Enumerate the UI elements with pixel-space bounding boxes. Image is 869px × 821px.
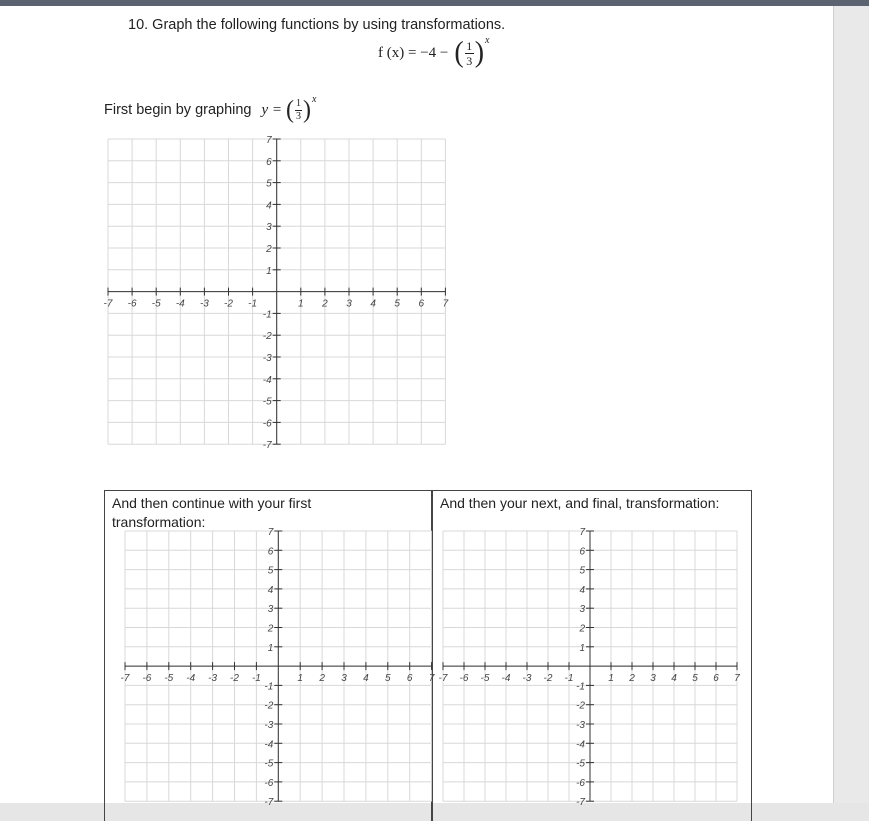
y-tick-label: -4 [264, 739, 274, 751]
y-tick-label: -3 [576, 720, 585, 731]
x-tick-label: -4 [186, 673, 196, 685]
x-tick-label: -2 [230, 673, 239, 685]
second-step-label: And then continue with your first transformation: [112, 495, 312, 530]
y-tick-label: 1 [579, 642, 585, 654]
y-tick-label: 4 [267, 584, 274, 596]
y-tick-label: 3 [579, 604, 585, 616]
x-tick-label: 3 [650, 673, 656, 685]
parent-function-formula: y = ( $\frac{1}{3}$ ) x [261, 94, 317, 124]
x-tick-label: -4 [175, 298, 185, 310]
y-tick-label: 2 [267, 623, 274, 635]
x-tick-label: 4 [671, 673, 677, 685]
x-tick-label: 5 [394, 298, 400, 310]
y-tick-label: 7 [267, 527, 274, 538]
coordinate-grid-final[interactable] [432, 484, 750, 809]
coordinate-grid-second[interactable] [104, 484, 435, 809]
x-tick-label: -1 [248, 298, 258, 310]
y-tick-label: -6 [264, 777, 274, 789]
x-tick-label: 6 [713, 673, 719, 685]
y-tick-label: -4 [576, 739, 585, 751]
x-tick-label: 1 [298, 298, 304, 310]
x-tick-label: 4 [370, 298, 376, 310]
y-tick-label: -4 [262, 374, 272, 386]
x-tick-label: -1 [251, 673, 261, 685]
x-tick-label: 3 [341, 673, 347, 685]
formula-lhs: f (x) = −4 − [378, 44, 449, 61]
y-tick-label: 2 [266, 244, 272, 255]
x-tick-label: -7 [103, 298, 113, 310]
x-tick-label: 3 [346, 298, 352, 310]
x-tick-label: 2 [629, 673, 635, 685]
y-tick-label: -3 [262, 353, 272, 364]
third-step-label: And then your next, and final, transformation: [440, 495, 720, 511]
y-tick-label: -5 [262, 396, 272, 408]
y-tick-label: 7 [266, 135, 272, 146]
y-tick-label: 3 [266, 222, 272, 234]
y-tick-label: -2 [262, 331, 272, 343]
y-tick-label: 4 [266, 200, 272, 212]
x-tick-label: -6 [142, 673, 152, 685]
y-tick-label: -7 [576, 797, 585, 809]
worksheet-page [0, 6, 833, 809]
y-tick-label: -7 [264, 797, 274, 809]
y-tick-label: -2 [264, 700, 274, 712]
x-tick-label: -5 [164, 673, 174, 685]
y-tick-label: 7 [579, 527, 585, 538]
y-tick-label: -3 [264, 720, 274, 731]
question-text: 10. Graph the following functions by using transformations. [128, 17, 506, 33]
x-tick-label: 2 [319, 673, 325, 685]
x-tick-label: -7 [120, 673, 130, 685]
y-tick-label: 3 [267, 604, 274, 616]
formula-exponent: x [485, 35, 490, 46]
x-tick-label: 7 [428, 673, 435, 685]
x-tick-label: 5 [692, 673, 698, 685]
y-tick-label: 6 [267, 546, 274, 558]
x-tick-label: 2 [322, 298, 328, 310]
formula-fraction: $\frac{1}{3}$ [466, 38, 473, 68]
x-tick-label: -5 [480, 673, 490, 685]
x-tick-label: -3 [522, 673, 532, 685]
right-gutter [833, 6, 869, 803]
first-step-label: First begin by graphing [104, 102, 252, 118]
x-tick-label: 7 [734, 673, 740, 685]
x-tick-label: -7 [438, 673, 448, 685]
y-tick-label: -2 [576, 700, 585, 712]
y-tick-label: -7 [262, 440, 272, 452]
x-tick-label: -1 [564, 673, 574, 685]
y-tick-label: -5 [576, 758, 585, 770]
y-tick-label: -5 [264, 758, 274, 770]
target-function-formula: f (x) = −4 − ( $\frac{1}{3}$ ) x [378, 35, 490, 69]
y-tick-label: 1 [266, 265, 272, 277]
y-tick-label: -1 [576, 681, 585, 693]
x-tick-label: 5 [385, 673, 391, 685]
x-tick-label: 6 [418, 298, 425, 310]
x-tick-label: -5 [151, 298, 161, 310]
coordinate-grid-first[interactable] [104, 132, 450, 456]
y-tick-label: 2 [579, 623, 585, 635]
x-tick-label: -3 [199, 298, 209, 310]
x-tick-label: 7 [442, 298, 449, 310]
x-tick-label: -4 [501, 673, 511, 685]
y-tick-label: 6 [579, 546, 585, 558]
y-tick-label: -1 [262, 309, 272, 321]
y-tick-label: 5 [266, 178, 272, 190]
y-tick-label: -6 [262, 418, 272, 430]
x-tick-label: -3 [208, 673, 218, 685]
y-tick-label: 4 [579, 584, 585, 596]
y-tick-label: 5 [267, 565, 274, 577]
x-tick-label: -2 [543, 673, 553, 685]
y-tick-label: -6 [576, 777, 585, 789]
x-tick-label: 6 [406, 673, 413, 685]
x-tick-label: -2 [224, 298, 233, 310]
x-tick-label: 4 [363, 673, 369, 685]
y-tick-label: 6 [266, 156, 272, 168]
y-tick-label: 5 [579, 565, 585, 577]
page-edge [833, 6, 834, 803]
x-tick-label: -6 [459, 673, 469, 685]
x-tick-label: 1 [608, 673, 614, 685]
x-tick-label: 1 [297, 673, 303, 685]
x-tick-label: -6 [127, 298, 137, 310]
y-tick-label: -1 [264, 681, 274, 693]
first-step-prompt [104, 94, 317, 124]
y-tick-label: 1 [267, 642, 274, 654]
